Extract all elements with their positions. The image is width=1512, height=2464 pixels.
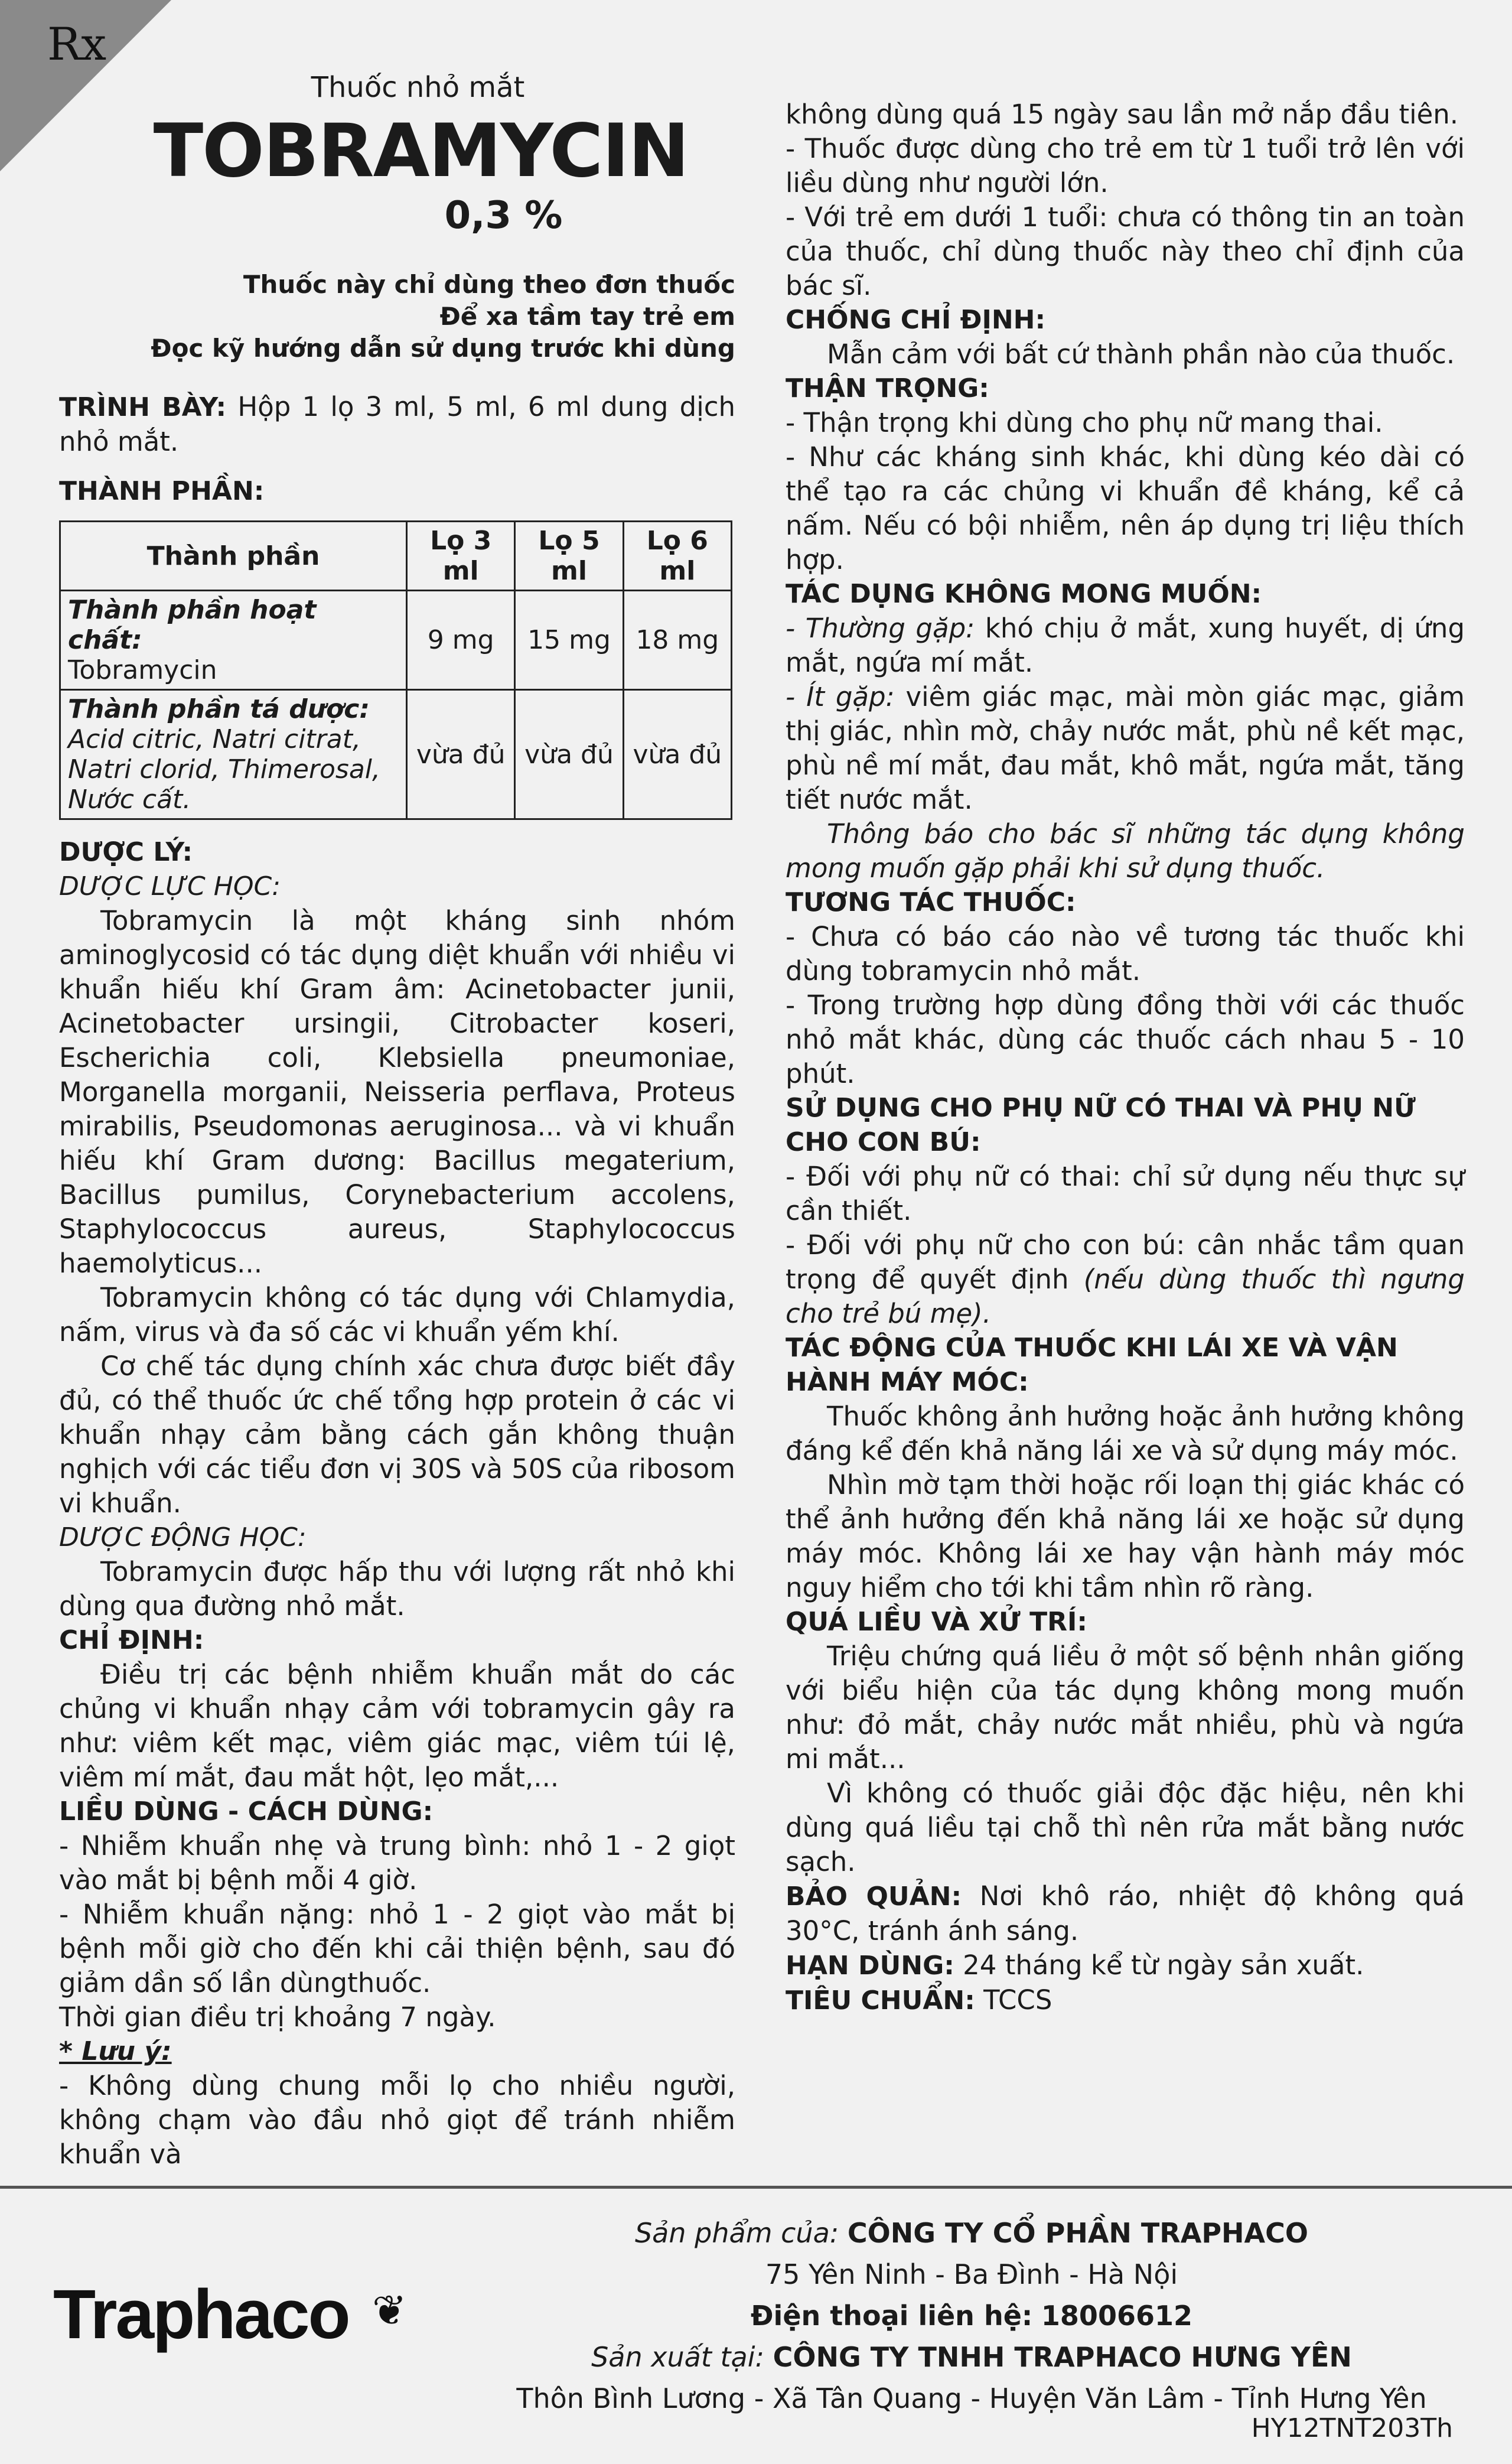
driving-2: Nhìn mờ tạm thời hoặc rối loạn thị giác khác có thể ảnh hưởng đến khả năng lái xe hoặc sử dụng máy móc. Không lái xe hay vận hành máy móc nguy hiểm cho tới khi tầm nhìn rõ ràng.	[786, 1469, 1465, 1603]
dosage-severe: - Nhiễm khuẩn nặng: nhỏ 1 - 2 giọt vào mắt bị bệnh mỗi giờ cho đến khi cải thiện bệnh, sau đó giảm dần số lần dùngthuốc.	[59, 1899, 735, 1998]
pharmacokinetics-heading: DƯỢC ĐỘNG HỌC:	[59, 1522, 307, 1552]
composition-table	[59, 520, 732, 820]
warning-children: Để xa tầm tay trẻ em	[439, 302, 735, 331]
company-address: 75 Yên Ninh - Ba Đình - Hà Nội	[765, 2258, 1178, 2290]
interactions-1: - Chưa có báo cáo nào về tương tác thuốc khi dùng tobramycin nhỏ mắt.	[786, 921, 1465, 987]
rx-symbol: Rx	[47, 18, 107, 70]
overdose-1: Triệu chứng quá liều ở một số bệnh nhân giống với biểu hiện của tác dụng không mong muốn như: đỏ mắt, chảy nước mắt nhiều, phù và ngứa mi mắt...	[786, 1641, 1465, 1775]
pd-paragraph-3: Cơ chế tác dụng chính xác chưa được biết đầy đủ, có thể thuốc ức chế tổng hợp protein ở các vi khuẩn nhạy cảm bằng cách gắn không thuận nghịch với các tiểu đơn vị 30S và 50S của ribosom vi khuẩn.	[59, 1350, 735, 1519]
table-row-excipients: Thành phần tá dược: Acid citric, Natri citrat, Natri clorid, Thimerosal, Nước cất. vừa đủ vừa đủ vừa đủ	[60, 690, 732, 819]
factory-name: CÔNG TY TNHH TRAPHACO HƯNG YÊN	[773, 2341, 1352, 2373]
caution-1: - Thận trọng khi dùng cho phụ nữ mang thai.	[786, 407, 1383, 438]
document-code: HY12TNT203Th	[1251, 2413, 1453, 2443]
dosage-heading: LIỀU DÙNG - CÁCH DÙNG:	[59, 1796, 434, 1827]
phone-number: 18006612	[1041, 2300, 1192, 2332]
driving-heading: TÁC ĐỘNG CỦA THUỐC KHI LÁI XE VÀ VẬN HÀNH MÁY MÓC:	[786, 1333, 1398, 1397]
table-header-row: Thành phần Lọ 3 ml Lọ 5 ml Lọ 6 ml	[60, 522, 732, 591]
right-column	[786, 97, 1465, 2018]
adverse-common: - Thường gặp: khó chịu ở mắt, xung huyết, dị ứng mắt, ngứa mí mắt.	[786, 613, 1465, 678]
pregnancy-heading: SỬ DỤNG CHO PHỤ NỮ CÓ THAI VÀ PHỤ NỮ CHO CON BÚ:	[786, 1093, 1416, 1157]
dosage-mild: - Nhiễm khuẩn nhẹ và trung bình: nhỏ 1 - 2 giọt vào mắt bị bệnh mỗi 4 giờ.	[59, 1830, 735, 1896]
pregnancy-2: - Đối với phụ nữ cho con bú: cân nhắc tầm quan trọng để quyết định (nếu dùng thuốc thì ngưng cho trẻ bú mẹ).	[786, 1229, 1465, 1329]
caution-2: - Như các kháng sinh khác, khi dùng kéo dài có thể tạo ra các chủng vi khuẩn đề kháng, kể cả nấm. Nếu có bội nhiễm, nên áp dụng trị liệu thích hợp.	[786, 441, 1465, 575]
interactions-heading: TƯƠNG TÁC THUỐC:	[786, 887, 1076, 917]
factory-address: Thôn Bình Lương - Xã Tân Quang - Huyện Văn Lâm - Tỉnh Hưng Yên	[516, 2382, 1427, 2414]
pk-paragraph: Tobramycin được hấp thu với lượng rất nhỏ khi dùng qua đường nhỏ mắt.	[59, 1556, 735, 1622]
table-row-active: Thành phần hoạt chất: Tobramycin 9 mg 15 mg 18 mg	[60, 591, 732, 690]
caution-heading: THẬN TRỌNG:	[786, 373, 989, 403]
dosage-form: Thuốc nhỏ mắt	[311, 71, 525, 104]
product-header	[0, 71, 735, 237]
indications-heading: CHỈ ĐỊNH:	[59, 1625, 204, 1655]
traphaco-logo: Traphaco	[53, 2276, 349, 2354]
dosage-duration: Thời gian điều trị khoảng 7 ngày.	[59, 2001, 496, 2033]
product-strength: 0,3 %	[444, 194, 563, 237]
standard: TIÊU CHUẨN: TCCS	[786, 1984, 1052, 2016]
logo-leaf-icon: ❦	[372, 2286, 407, 2335]
warning-prescription: Thuốc này chỉ dùng theo đơn thuốc	[243, 270, 735, 299]
composition-heading: THÀNH PHẦN:	[59, 476, 265, 506]
driving-1: Thuốc không ảnh hưởng hoặc ảnh hưởng không đáng kể đến khả năng lái xe và sử dụng máy móc.	[786, 1401, 1465, 1466]
adverse-uncommon: - Ít gặp: viêm giác mạc, mài mòn giác mạc, giảm thị giác, nhìn mờ, chảy nước mắt, phù nề kết mạc, phù nề mí mắt, đau mắt, khô mắt, ngứa mắt, tăng tiết nước mắt.	[786, 681, 1465, 815]
manufacturer-info: Sản phẩm của: CÔNG TY CỔ PHẦN TRAPHACO 75 Yên Ninh - Ba Đình - Hà Nội Điện thoại liên hệ: 18006612 Sản xuất tại: CÔNG TY TNHH TRAPHACO HƯNG YÊN Thôn Bình Lương - Xã Tân Quang - Huyện Văn Lâm - Tỉnh Hưng Yên	[514, 2212, 1429, 2419]
expiry: HẠN DÙNG: 24 tháng kể từ ngày sản xuất.	[786, 1949, 1364, 1981]
warnings	[59, 269, 735, 364]
pregnancy-1: - Đối với phụ nữ có thai: chỉ sử dụng nếu thực sự cần thiết.	[786, 1161, 1465, 1226]
adverse-notice: Thông báo cho bác sĩ những tác dụng không mong muốn gặp phải khi sử dụng thuốc.	[786, 818, 1465, 884]
pd-paragraph-2: Tobramycin không có tác dụng với Chlamydia, nấm, virus và đa số các vi khuẩn yếm khí.	[59, 1282, 735, 1347]
note-heading: * Lưu ý:	[59, 2036, 172, 2066]
overdose-heading: QUÁ LIỀU VÀ XỬ TRÍ:	[786, 1607, 1087, 1637]
contraindications-heading: CHỐNG CHỈ ĐỊNH:	[786, 305, 1046, 335]
product-name: TOBRAMYCIN	[153, 109, 689, 194]
presentation: TRÌNH BÀY: Hộp 1 lọ 3 ml, 5 ml, 6 ml dung dịch nhỏ mắt.	[59, 391, 735, 457]
left-column	[59, 390, 735, 2172]
warning-read: Đọc kỹ hướng dẫn sử dụng trước khi dùng	[151, 334, 735, 363]
pharmacodynamics-heading: DƯỢC LỰC HỌC:	[59, 871, 281, 901]
pd-paragraph-1: Tobramycin là một kháng sinh nhóm aminoglycosid có tác dụng diệt khuẩn với nhiều vi khuẩn hiếu khí Gram âm: Acinetobacter junii, Acinetobacter ursingii, Citrobacter koseri, Escherichia coli, Klebsiella pneumoniae, Morganella morganii, Neisseria perflava, Proteus mirabilis, Pseudomonas aeruginosa... và vi khuẩn hiếu khí Gram dương: Bacillus megaterium, Bacillus pumilus, Corynebacterium accolens, Staphylococcus aureus, Staphylococcus haemolyticus...	[59, 905, 735, 1279]
interactions-2: - Trong trường hợp dùng đồng thời với các thuốc nhỏ mắt khác, dùng các thuốc cách nhau 5 - 10 phút.	[786, 989, 1465, 1089]
note-children: - Thuốc được dùng cho trẻ em từ 1 tuổi trở lên với liều dùng như người lớn.	[786, 133, 1465, 198]
storage: BẢO QUẢN: Nơi khô ráo, nhiệt độ không quá 30°C, tránh ánh sáng.	[786, 1880, 1465, 1947]
overdose-2: Vì không có thuốc giải độc đặc hiệu, nên khi dùng quá liều tại chỗ thì nên rửa mắt bằng nước sạch.	[786, 1778, 1465, 1877]
footer-divider	[0, 2186, 1512, 2189]
pharmacology-heading: DƯỢC LÝ:	[59, 837, 193, 867]
company-name: CÔNG TY CỔ PHẦN TRAPHACO	[847, 2217, 1309, 2249]
indications-paragraph: Điều trị các bệnh nhiễm khuẩn mắt do các chủng vi khuẩn nhạy cảm với tobramycin gây ra như: viêm kết mạc, viêm giác mạc, viêm túi lệ, viêm mí mắt, đau mắt hột, lẹo mắt,...	[59, 1659, 735, 1793]
contraindications-paragraph: Mẫn cảm với bất cứ thành phần nào của thuốc.	[827, 338, 1455, 370]
note-1: - Không dùng chung mỗi lọ cho nhiều người, không chạm vào đầu nhỏ giọt để tránh nhiễm khuẩn và	[59, 2070, 735, 2170]
adverse-heading: TÁC DỤNG KHÔNG MONG MUỐN:	[786, 579, 1262, 609]
note-infants: - Với trẻ em dưới 1 tuổi: chưa có thông tin an toàn của thuốc, chỉ dùng thuốc này theo chỉ định của bác sĩ.	[786, 201, 1465, 301]
note-continued: không dùng quá 15 ngày sau lần mở nắp đầu tiên.	[786, 99, 1459, 130]
